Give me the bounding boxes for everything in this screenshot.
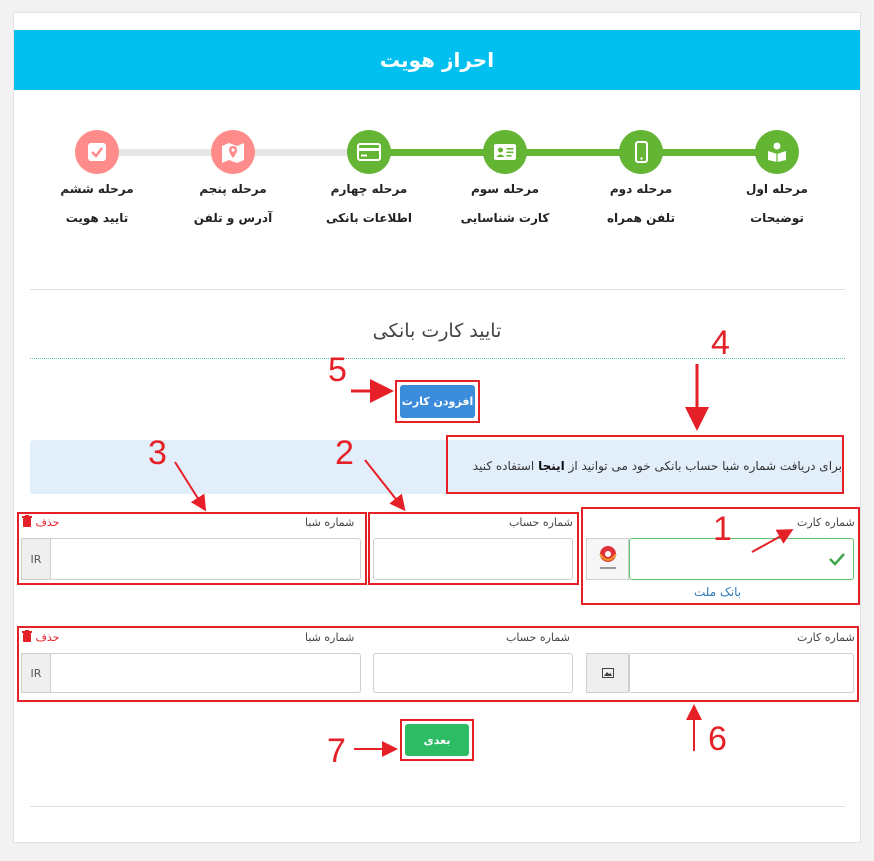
step-6-subtitle: تایید هویت	[65, 211, 129, 225]
bank-name: بانک ملت	[694, 585, 742, 599]
step-4-subtitle: اطلاعات بانکی	[325, 211, 413, 225]
sheba-prefix: IR	[21, 538, 51, 580]
step-6-title: مرحله ششم	[60, 182, 134, 196]
page-title: احراز هویت	[379, 48, 495, 72]
add-card-button[interactable]: افزودن کارت	[400, 385, 475, 418]
sheba-prefix: IR	[21, 653, 51, 693]
sheba-number-label: شماره شبا	[305, 631, 355, 644]
account-number-label: شماره حساب	[506, 631, 570, 644]
annotation-number-7: 7	[327, 732, 346, 770]
info-link[interactable]: اینجا	[538, 459, 565, 473]
step-5-subtitle: آدرس و تلفن	[193, 211, 273, 225]
annotation-number-2: 2	[335, 434, 354, 472]
annotation-number-1: 1	[713, 510, 732, 548]
annotation-number-6: 6	[708, 720, 727, 758]
arrow-2	[365, 460, 403, 508]
step-2-subtitle: تلفن همراه	[606, 211, 676, 225]
step-4-title: مرحله چهارم	[330, 182, 408, 196]
section-title: تایید کارت بانکی	[372, 320, 502, 342]
step-1-title: مرحله اول	[746, 182, 808, 196]
annotation-number-4: 4	[711, 324, 730, 362]
delete-row-button[interactable]: حذف	[22, 515, 59, 529]
account-number-label: شماره حساب	[509, 516, 573, 529]
sheba-number-label: شماره شبا	[305, 516, 355, 529]
delete-row-button[interactable]: حذف	[22, 630, 59, 644]
step-3-title: مرحله سوم	[470, 182, 539, 196]
info-text: برای دریافت شماره شبا حساب بانکی خود می توانید از اینجا استفاده کنید	[472, 459, 842, 473]
annotation-number-3: 3	[148, 434, 167, 472]
arrow-3	[175, 462, 204, 508]
card-number-label: شماره کارت	[797, 516, 855, 529]
card-number-label: شماره کارت	[797, 631, 855, 644]
step-5-title: مرحله پنجم	[199, 182, 267, 196]
arrow-1	[752, 531, 790, 552]
next-button[interactable]: بعدی	[405, 724, 469, 756]
step-1-subtitle: توضیحات	[750, 211, 804, 225]
annotation-number-5: 5	[328, 351, 347, 389]
step-3-subtitle: کارت شناسایی	[460, 211, 550, 225]
step-2-title: مرحله دوم	[609, 182, 673, 196]
